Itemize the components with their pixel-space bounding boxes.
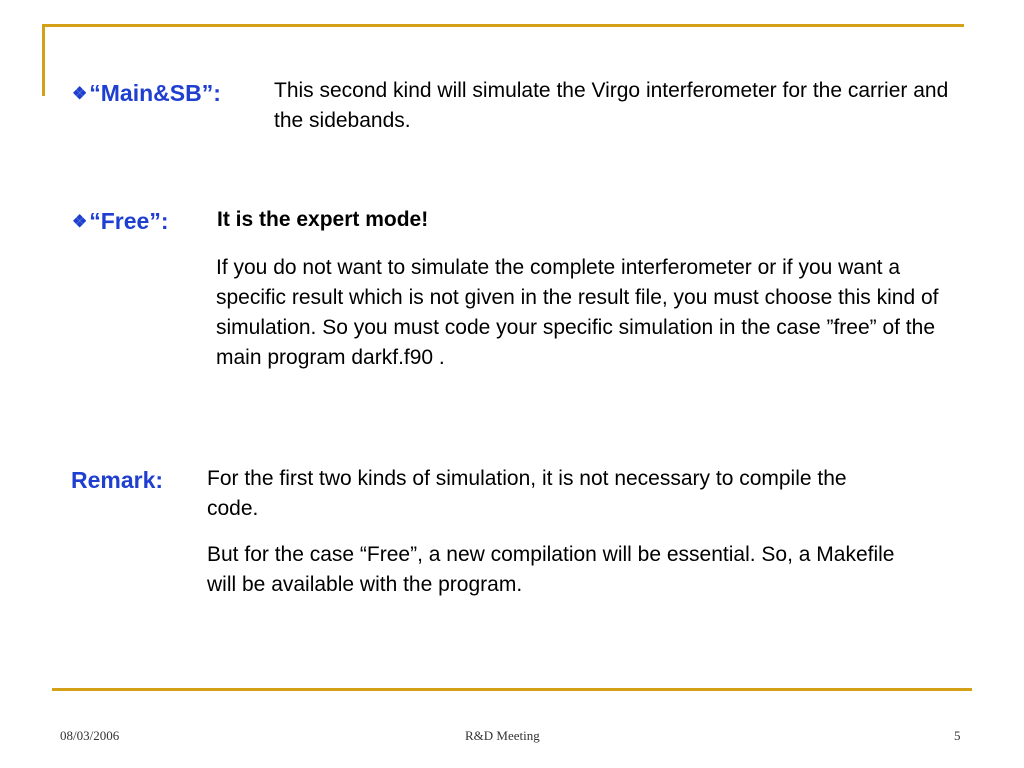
decorative-vertical-line xyxy=(42,24,45,96)
free-label: ❖“Free”: xyxy=(72,208,169,234)
diamond-bullet-icon: ❖ xyxy=(72,212,88,231)
footer-date: 08/03/2006 xyxy=(60,728,120,743)
footer-title: R&D Meeting xyxy=(465,728,540,743)
footer-divider xyxy=(52,688,972,691)
free-heading: It is the expert mode! xyxy=(217,208,429,231)
diamond-bullet-icon: ❖ xyxy=(72,84,88,103)
page-number: 5 xyxy=(954,728,961,743)
main-sb-text: This second kind will simulate the Virgo interferometer for the carrier and the sidebands. xyxy=(274,79,949,132)
remark-text-1: For the first two kinds of simulation, it is not necessary to compile the code. xyxy=(207,467,847,520)
decorative-top-line xyxy=(42,24,964,27)
remark-label: Remark: xyxy=(71,467,164,493)
free-text: If you do not want to simulate the complete interferometer or if you want a specific result which is not given in the result file, you must choose this kind of simulation. So you must code your specific simulation in the case ”free” of the main program darkf.f90 . xyxy=(216,256,939,369)
main-sb-label: ❖“Main&SB”: xyxy=(72,80,221,106)
remark-text-2: But for the case “Free”, a new compilation will be essential. So, a Makefile will be available with the program. xyxy=(207,543,895,596)
